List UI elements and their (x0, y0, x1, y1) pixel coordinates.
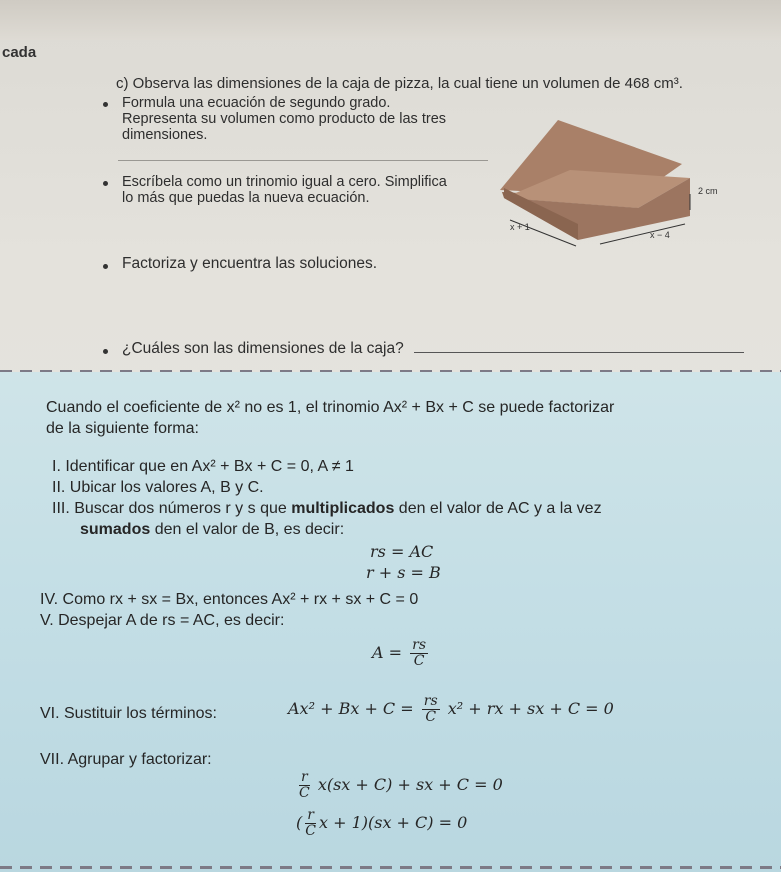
method-intro-line2: de la siguiente forma: (46, 420, 199, 437)
figure-label-depth: x − 4 (650, 230, 670, 240)
bullet-dot (103, 102, 108, 107)
bullet-dot (103, 349, 108, 354)
step-7-eq1-rest: x(sx + C) + sx + C = 0 (317, 775, 503, 794)
fraction-numerator: r (305, 808, 316, 824)
bullet1-line3: dimensiones. (122, 127, 208, 143)
step-7-eq2-mid: x + 1)(sx + C) = 0 (318, 813, 468, 832)
step-7-label: VII. Agrupar y factorizar: (40, 751, 212, 768)
step-3-bold: multiplicados (291, 500, 395, 517)
equation-A-left: A = (372, 643, 403, 662)
dashed-border-bottom (0, 866, 781, 869)
answer-line (414, 352, 744, 353)
step-3-pre: III. Buscar dos números r y s que (52, 500, 292, 517)
fraction-denominator: C (413, 653, 425, 669)
answer-line (118, 160, 488, 161)
step-4: IV. Como rx + sx = Bx, entonces Ax² + rx + sx + C = 0 (40, 591, 419, 608)
bullet-dot (103, 264, 108, 269)
step-1: I. Identificar que en Ax² + Bx + C = 0, A ≠ 1 (52, 458, 354, 475)
fraction-rs-over-C (422, 694, 440, 725)
step-7-equation-1 (296, 770, 503, 801)
fraction-denominator: C (299, 785, 310, 801)
bullet2-line1: Escríbela como un trinomio igual a cero. Simplifica (122, 174, 447, 190)
fraction-denominator: C (305, 823, 316, 839)
bullet1-line2: Representa su volumen como producto de las tres (122, 111, 447, 127)
section-c-intro: c) Observa las dimensiones de la caja de pizza, la cual tiene un volumen de 468 cm³. (116, 75, 683, 92)
step-7-eq2-pre: ( (296, 813, 303, 832)
bullet1-line1: Formula una ecuación de segundo grado. (122, 95, 391, 111)
fraction-r-over-C (299, 770, 310, 801)
figure-label-width: x + 1 (510, 222, 530, 232)
pizza-box-figure (490, 112, 740, 252)
equation-A (372, 638, 431, 669)
bullet4-text: ¿Cuáles son las dimensiones de la caja? (122, 340, 404, 357)
bullet-dot (103, 181, 108, 186)
bullet3-text: Factoriza y encuentra las soluciones. (122, 255, 378, 272)
step-3 (52, 499, 602, 519)
step-3b (80, 520, 344, 540)
step-6-label: VI. Sustituir los términos: (40, 705, 217, 722)
step-2: II. Ubicar los valores A, B y C. (52, 479, 264, 496)
method-intro-line1: Cuando el coeficiente de x² no es 1, el trinomio Ax² + Bx + C se puede factorizar (46, 399, 615, 416)
fraction-rs-over-C (410, 638, 428, 669)
figure-label-height: 2 cm (698, 186, 718, 196)
page-top-edge (0, 0, 781, 40)
equation-rs: rs = AC (370, 542, 434, 561)
step-6-right: x² + rx + sx + C = 0 (447, 699, 614, 718)
step-3b-bold: sumados (80, 521, 151, 538)
fraction-numerator: rs (423, 693, 438, 709)
step-3-post: den el valor de AC y a la vez (394, 500, 602, 517)
step-7-equation-2 (296, 808, 467, 839)
step-3b-post: den el valor de B, es decir: (150, 521, 345, 538)
step-6-equation (288, 694, 614, 725)
fraction-numerator: r (299, 770, 310, 786)
fraction-numerator: rs (412, 637, 427, 653)
margin-word: cada (2, 44, 37, 61)
step-6-left: Ax² + Bx + C = (288, 699, 414, 718)
bullet2-line2: lo más que puedas la nueva ecuación. (122, 190, 370, 206)
fraction-r-over-C (305, 808, 316, 839)
fraction-denominator: C (425, 709, 437, 725)
equation-sum: r + s = B (366, 563, 441, 582)
step-5: V. Despejar A de rs = AC, es decir: (40, 612, 285, 629)
